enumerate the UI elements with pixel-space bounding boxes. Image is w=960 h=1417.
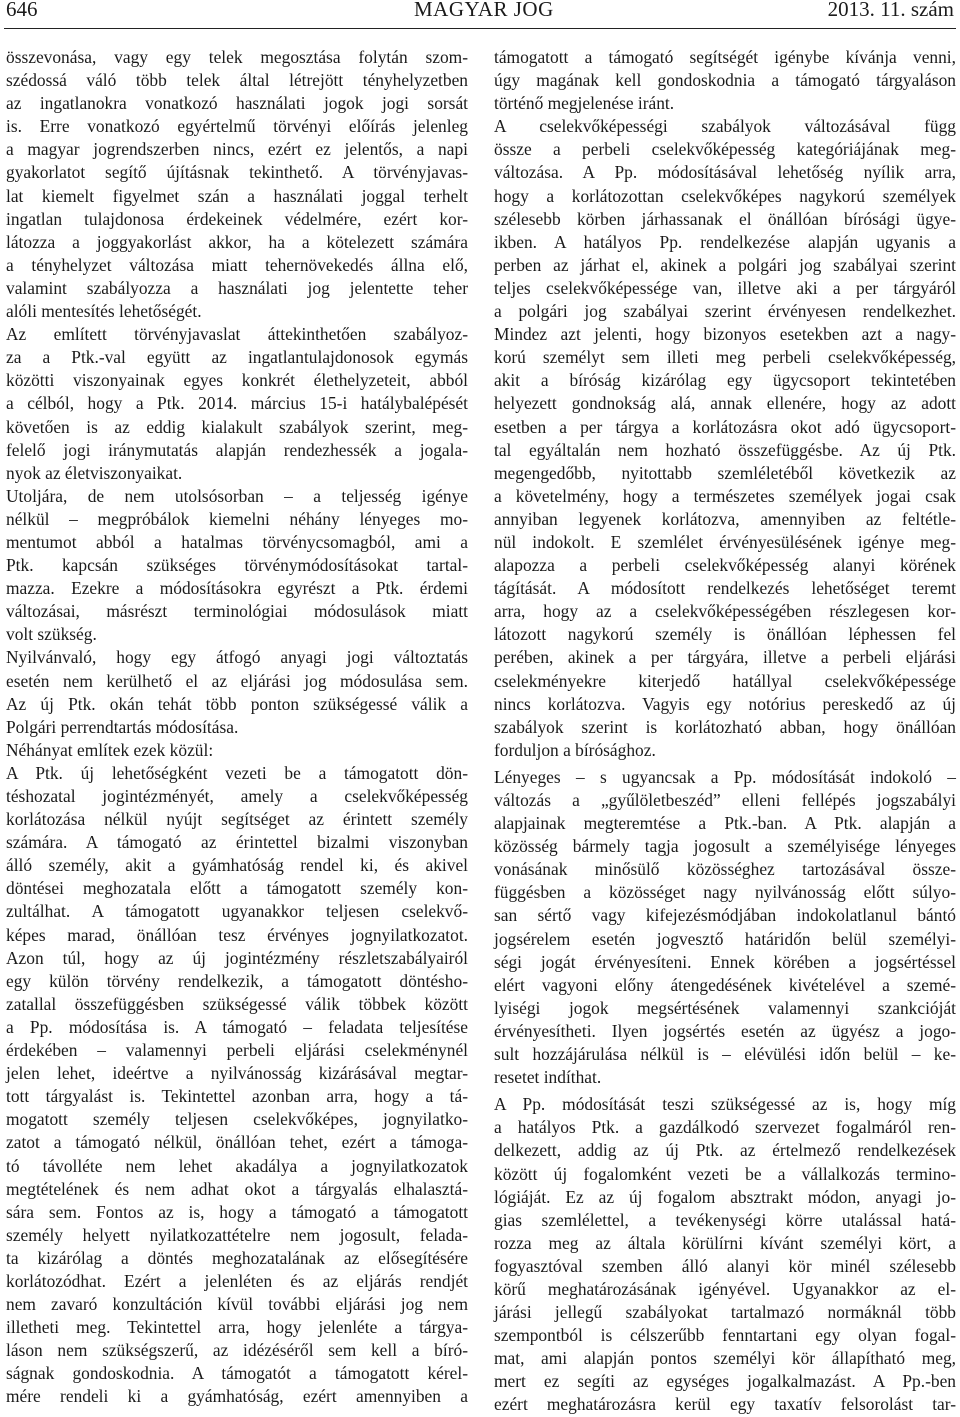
text-line: nincs korlátozva. Vagyis egy notórius pereskedő az új <box>494 693 956 714</box>
text-line: gyakorlatot segítő újításnak tekinthető. A törvényjavas- <box>6 162 468 183</box>
text-line: jelen lehet, ideértve a nyilvánosság kizárásával megtar- <box>6 1063 468 1084</box>
page-number: 646 <box>6 0 38 21</box>
text-line: nélkül – megpróbálok kiemelni néhány lényeges mo- <box>6 508 468 529</box>
right-column <box>494 46 956 1415</box>
text-line: mére rendeli ki a gyámhatóság, ezért amennyiben a <box>6 1386 468 1407</box>
text-line: A Pp. módosítását teszi szükségessé az is, hogy míg <box>494 1094 956 1115</box>
running-header <box>0 0 960 30</box>
text-line: álló személy, akit a gyámhatóság rendel ki, és akivel <box>6 855 468 876</box>
text-line: Azon túl, hogy az új jogintézmény részletszabályairól <box>6 947 468 968</box>
text-line: hogy a korlátozottan cselekvőképes nagykorú személyek <box>494 185 956 206</box>
text-line: Nyilvánvaló, hogy egy átfogó anyagi jogi változtatás <box>6 647 468 668</box>
text-line: a magyar jogrendszerben nincs, ezért ez jelentős, a napi <box>6 139 468 160</box>
text-line: tó távolléte nem lehet akadálya a jognyilatkozatok <box>6 1155 468 1176</box>
text-line: tott tárgyalást is. Tekintettel azonban arra, hogy a tá- <box>6 1086 468 1107</box>
text-line: korlátozódhat. Ezért a jelenléten és az eljárás rendjét <box>6 1270 468 1291</box>
text-line: szempontból is célszerűbb fenntartani egy olyan fogal- <box>494 1325 956 1346</box>
text-line: Utoljára, de nem utolsósorban – a teljesség igénye <box>6 485 468 506</box>
text-line: perben az járhat el, akinek a polgári jog szabályai szerint <box>494 254 956 275</box>
text-line: ingatlan tulajdonosa érdekeinek védelmére, ezért kor- <box>6 208 468 229</box>
text-line: rozza meg az általa körülírni kívánt személyi kört, a <box>494 1232 956 1253</box>
text-line: mogatott személy teljesen cselekvőképes, jognyilatko- <box>6 1109 468 1130</box>
text-line: alapjainak megteremtése a Ptk.-ban. A Ptk. alapján a <box>494 813 956 834</box>
text-line: fogyasztóval szemben álló alanyi kör minél szélesebb <box>494 1255 956 1276</box>
text-line: esetben a per tárgya a korlátozásra okot adó ügycsoport- <box>494 416 956 437</box>
text-line: személy helyett nyilatkozattételre nem jogosult, felada- <box>6 1224 468 1245</box>
text-line: a polgári jog szabályai szerint érvényesen rendelkezhet. <box>494 301 956 322</box>
text-line: a Pp. módosítása is. A támogató – feladata teljesítése <box>6 1016 468 1037</box>
text-line: a követelmény, hogy a természetes személyek jogai csak <box>494 485 956 506</box>
text-line: ta kizárólag a döntés meghozatalának az elősegítésére <box>6 1247 468 1268</box>
text-line: úgy magának kell gondoskodnia a támogató tárgyaláson <box>494 70 956 91</box>
text-line: felelő jogi iránymutatás alapján rendezhessék a jogala- <box>6 439 468 460</box>
text-line: szélesebb körben járhassanak el önállóan bírósági ügye- <box>494 208 956 229</box>
text-line: sára sem. Fontos az is, hogy a támogató a támogatott <box>6 1201 468 1222</box>
text-line: ségi jogát érvényesíteni. Ennek körében a jogsértéssel <box>494 951 956 972</box>
text-line: alapozza a perbeli cselekvőképesség alanyi körének <box>494 555 956 576</box>
text-line: Az új Ptk. okán tehát több ponton szükségessé válik a <box>6 693 468 714</box>
text-line: össze a perbeli cselekvőképesség kategóriájának meg- <box>494 139 956 160</box>
left-column <box>6 46 468 1407</box>
text-line: san sértő vagy kifejezésmódjában indokolatlanul bántó <box>494 905 956 926</box>
text-line: A Ptk. új lehetőségként vezeti be a támogatott dön- <box>6 762 468 783</box>
text-line: nyok az életviszonyaikat. <box>6 462 183 483</box>
text-line: a hatályos Ptk. a gazdálkodó szervezet fogalmáról ren- <box>494 1117 956 1138</box>
text-line: volt szükség. <box>6 624 97 645</box>
text-line: za a Ptk.-val együtt az ingatlantulajdonosok egymás <box>6 347 468 368</box>
text-line: jogsérelem esetén jogvesztő határidőn belül személyi- <box>494 928 956 949</box>
text-line: zatallal összefüggésben szükségessé válik többek között <box>6 993 468 1014</box>
text-line: zatot a támogató nélkül, önállóan tehet, ezért a támoga- <box>6 1132 468 1153</box>
text-line: alóli mentesítés lehetőségét. <box>6 301 202 322</box>
text-line: nem zavaró konzultáción kívül további eljárási jog nem <box>6 1294 468 1315</box>
text-line: zultálhat. A támogatott ugyanakkor teljesen cselekvő- <box>6 901 468 922</box>
text-line: mert ez segíti az egységes jogalkalmazást. A Pp.-ben <box>494 1371 956 1392</box>
text-line: összevonása, vagy egy telek megosztása folytán szom- <box>6 47 468 67</box>
text-line: egy külön törvény rendelkezik, a támogatott döntésho- <box>6 970 468 991</box>
text-line: Az említett törvényjavaslat áttekinthetően szabályoz- <box>6 324 468 345</box>
text-line: lat kiemelt figyelmet szán a használati joggal terhelt <box>6 185 468 206</box>
text-line: forduljon a bírósághoz. <box>494 739 656 760</box>
text-line: járási jellegű szabályokat tartalmazó normáknál több <box>494 1302 956 1323</box>
text-line: tágítását. A módosított rendelkezés lehetőséget teremt <box>494 578 956 599</box>
text-line: sult hozzájárulása nélkül is – elévülési időn belül – ke- <box>494 1044 956 1065</box>
text-line: mat, ami alapján pontos személyi kör állapítható meg, <box>494 1348 956 1369</box>
text-line: tal egyáltalán nem hozható összefüggésbe. Az új Ptk. <box>494 439 956 460</box>
text-line: Lényeges – s ugyancsak a Pp. módosítását indokoló – <box>494 766 956 787</box>
text-line: a tényhelyzet változása miatt tehernövekedés állna elő, <box>6 254 468 275</box>
text-line: vonásának minősülő közösséghez tartozásával össze- <box>494 859 956 880</box>
text-line: láson nem szükségszerű, az idézéséről sem kell a bíró- <box>6 1340 468 1361</box>
text-line: szabályok szerint is korlátozható abban, hogy önállóan <box>494 716 956 737</box>
text-line: képes marad, önállóan tesz érvényes jognyilatkozatot. <box>6 924 468 945</box>
text-line: között új fogalomként vezeti be a vállalkozás termino- <box>494 1163 956 1184</box>
text-line: akit a bíróság kizárólag egy ügycsoport tekintetében <box>494 370 956 391</box>
text-line: érvényesítheti. Ilyen jogsértés esetén az ügyész a jogo- <box>494 1020 956 1041</box>
text-line: esetén nem kerülhető el az eljárási jog módosulása sem. <box>6 670 468 691</box>
text-line: resetet indíthat. <box>494 1067 602 1088</box>
text-line: döntései meghozatala előtt a támogatott személy kon- <box>6 878 468 899</box>
journal-title: MAGYAR JOG <box>414 0 554 21</box>
text-line: korlátozása nélkül nyújt segítséget az érintett személy <box>6 809 468 830</box>
text-line: érdekében – valamennyi perbeli eljárási cselekménynél <box>6 1040 468 1061</box>
text-line: mentumot abból a hatalmas törvénycsomagból, ami a <box>6 531 468 552</box>
text-line: elért vagyoni előny átengedésének kivételével a szemé- <box>494 974 956 995</box>
text-line: támogatott a támogató segítségét igénybe kívánja venni, <box>494 47 956 67</box>
text-line: számára. A támogató az érintettel bizalmi viszonyban <box>6 832 468 853</box>
text-line: mazza. Ezekre a módosításokra egyrészt a Ptk. érdemi <box>6 578 468 599</box>
text-line: megengedőbb, nyitottabb szemléletéből következik az <box>494 462 956 483</box>
text-line: helyezett gondnokság alá, annak ellenére, hogy az adott <box>494 393 956 414</box>
text-line: ezért meghatározásra kerül egy taxatív felsorolást tar- <box>494 1394 956 1415</box>
text-line: gias szemlélettel, a tevékenységi körre utalással hatá- <box>494 1209 956 1230</box>
text-line: perében, akinek a per tárgyára, illetve a perbeli eljárási <box>494 647 956 668</box>
text-line: a célból, hogy a Ptk. 2014. március 15-i hatálybalépését <box>6 393 468 414</box>
text-line: függésben a közösséget nagy nyilvánosság előtt súlyo- <box>494 882 956 903</box>
text-line: szédossá váló több telek által létrejött tényhelyzetben <box>6 70 468 91</box>
text-line: annyiban legyenek korlátozva, amennyiben az feltétle- <box>494 508 956 529</box>
text-line: az ingatlanokra vonatkozó használati jogok jogi sorsát <box>6 93 468 114</box>
text-line: követően is az eddig kialakult szabályok szerint, meg- <box>6 416 468 437</box>
text-line: változásai, másrészt terminológiai módosulások miatt <box>6 601 468 622</box>
text-line: Ptk. kapcsán szükséges törvénymódosításokat tartal- <box>6 555 468 576</box>
text-line: nül indokolt. E szemlélet érvényesülésének igénye meg- <box>494 531 956 552</box>
text-line: történő megjelenése iránt. <box>494 93 675 114</box>
text-line: lógiáját. Ez az új fogalom absztrakt módon, anyagi jo- <box>494 1186 956 1207</box>
header-rule <box>4 28 956 29</box>
text-line: közötti viszonyainak egyes konkrét élethelyzeteit, abból <box>6 370 468 391</box>
text-line: ikben. A hatályos Pp. rendelkezése alapján ugyanis a <box>494 231 956 252</box>
text-line: cselekményekre kiterjedő hatállyal cselekvőképessége <box>494 670 956 691</box>
text-line: arra, hogy az a cselekvőképességében részlegesen kor- <box>494 601 956 622</box>
text-line: Polgári perrendtartás módosítása. <box>6 716 239 737</box>
text-line: változása. A Pp. módosításával lehetőség nyílik arra, <box>494 162 956 183</box>
text-line: körű meghatározásának igényével. Ugyanakkor az el- <box>494 1278 956 1299</box>
text-line: Néhányat említek ezek közül: <box>6 739 214 760</box>
text-line: is. Erre vonatkozó egyértelmű törvényi előírás jelenleg <box>6 116 468 137</box>
text-line: ságnak gondoskodnia. A támogatót a támogatott kérel- <box>6 1363 468 1384</box>
text-line: téshozatal jogintézményét, amely a cselekvőképesség <box>6 786 468 806</box>
text-line: megtételének és nem adhat okot a tárgyalás elhalasztá- <box>6 1178 468 1199</box>
text-line: korú személyt sem illeti meg perbeli cselekvőképesség, <box>494 347 956 368</box>
text-line: lyiségi jogok megsértésének valamennyi szankcióját <box>494 997 956 1018</box>
text-line: látozott nagykorú személy is önállóan léphessen fel <box>494 624 956 645</box>
text-line: illetheti meg. Tekintettel arra, hogy jelenléte a tárgya- <box>6 1317 468 1338</box>
text-line: valamint szabályozza a használati jog jelentette teher <box>6 277 468 298</box>
text-line: közösség bármely tagja jogosult a személyisége lényeges <box>494 836 956 857</box>
text-line: látozza a joggyakorlást akkor, ha a kötelezett számára <box>6 231 468 252</box>
text-line: delkezett, addig az új Ptk. az értelmező rendelkezések <box>494 1140 956 1161</box>
text-line: teljes cselekvőképessége van, illetve aki a per tárgyáról <box>494 277 956 298</box>
issue-label: 2013. 11. szám <box>827 0 954 21</box>
text-line: Mindez azt jelenti, hogy bizonyos esetekben azt a nagy- <box>494 324 956 345</box>
text-line: változás a „gyűlöletbeszéd” elleni fellépés jogszabályi <box>494 790 956 810</box>
text-line: A cselekvőképességi szabályok változásával függ <box>494 116 956 137</box>
